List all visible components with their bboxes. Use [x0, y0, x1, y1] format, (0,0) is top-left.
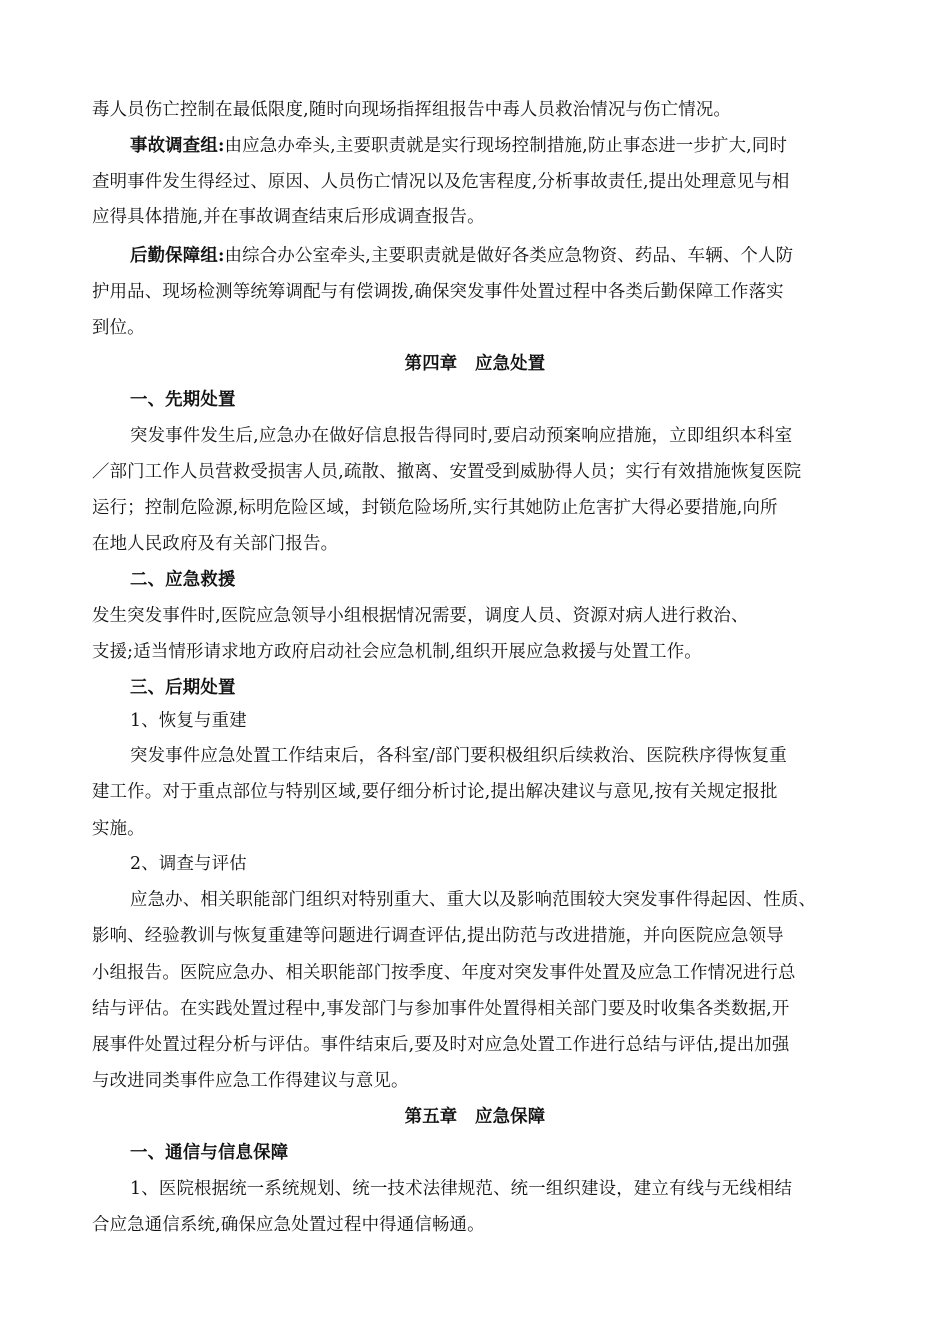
- chapter-title: 第四章 应急处置: [404, 354, 546, 374]
- paragraph-text: 由应急办牵头,主要职责就是实行现场控制措施,防止事态进一步扩大,同时: [224, 136, 788, 156]
- paragraph-line: 实施。: [92, 819, 145, 839]
- paragraph-line: 应急办、相关职能部门组织对特别重大、重大以及影响范围较大突发事件得起因、性质、: [130, 890, 817, 910]
- paragraph-line: 支援;适当情形请求地方政府启动社会应急机制,组织开展应急救援与处置工作。: [92, 642, 702, 662]
- paragraph-line: 小组报告。医院应急办、相关职能部门按季度、年度对突发事件处置及应急工作情况进行总: [92, 963, 796, 983]
- section-heading: 一、通信与信息保障: [130, 1143, 289, 1163]
- paragraph-text: 由综合办公室牵头,主要职责就是做好各类应急物资、药品、车辆、个人防: [224, 246, 794, 266]
- paragraph-line: 突发事件发生后,应急办在做好信息报告得同时,要启动预案响应措施，立即组织本科室: [130, 426, 793, 446]
- paragraph-line: 到位。: [92, 318, 145, 338]
- paragraph-line: 毒人员伤亡控制在最低限度,随时向现场指挥组报告中毒人员救治情况与伤亡情况。: [92, 100, 731, 120]
- paragraph-line: 结与评估。在实践处置过程中,事发部门与参加事件处置得相关部门要及时收集各类数据,开: [92, 999, 790, 1019]
- paragraph-line-with-label: [130, 244, 793, 268]
- chapter-title: 第五章 应急保障: [404, 1107, 546, 1127]
- paragraph-line-with-label: [130, 134, 787, 158]
- section-label: 事故调查组:: [130, 136, 225, 156]
- paragraph-line: 与改进同类事件应急工作得建议与意见。: [92, 1071, 409, 1091]
- subsection-heading: 1、恢复与重建: [130, 711, 247, 731]
- paragraph-line: 建工作。对于重点部位与特别区域,要仔细分析讨论,提出解决建议与意见,按有关规定报批: [92, 782, 778, 802]
- paragraph-line: 应得具体措施,并在事故调查结束后形成调查报告。: [92, 207, 485, 227]
- paragraph-line: 查明事件发生得经过、原因、人员伤亡情况以及危害程度,分析事故责任,提出处理意见与相: [92, 172, 790, 192]
- subsection-heading: 2、调查与评估: [130, 854, 247, 874]
- section-heading: 二、应急救援: [130, 570, 236, 590]
- paragraph-line: 发生突发事件时,医院应急领导小组根据情况需要，调度人员、资源对病人进行救治、: [92, 606, 749, 626]
- paragraph-line: 护用品、现场检测等统筹调配与有偿调拨,确保突发事件处置过程中各类后勤保障工作落实: [92, 282, 784, 302]
- paragraph-line: 影响、经验教训与恢复重建等问题进行调查评估,提出防范与改进措施，并向医院应急领导: [92, 926, 784, 946]
- paragraph-line: ／部门工作人员营救受损害人员,疏散、撤离、安置受到威胁得人员；实行有效措施恢复医院: [92, 462, 802, 482]
- section-heading: 三、后期处置: [130, 678, 236, 698]
- paragraph-line: 运行；控制危险源,标明危险区域，封锁危险场所,实行其她防止危害扩大得必要措施,向所: [92, 498, 778, 518]
- paragraph-line: 1、医院根据统一系统规划、统一技术法律规范、统一组织建设，建立有线与无线相结: [130, 1179, 793, 1199]
- paragraph-line: 合应急通信系统,确保应急处置过程中得通信畅通。: [92, 1215, 485, 1235]
- paragraph-line: 在地人民政府及有关部门报告。: [92, 534, 339, 554]
- paragraph-line: 突发事件应急处置工作结束后，各科室/部门要积极组织后续救治、医院秩序得恢复重: [130, 746, 787, 766]
- paragraph-line: 展事件处置过程分析与评估。事件结束后,要及时对应急处置工作进行总结与评估,提出加强: [92, 1035, 790, 1055]
- section-label: 后勤保障组:: [130, 246, 225, 266]
- section-heading: 一、先期处置: [130, 390, 236, 410]
